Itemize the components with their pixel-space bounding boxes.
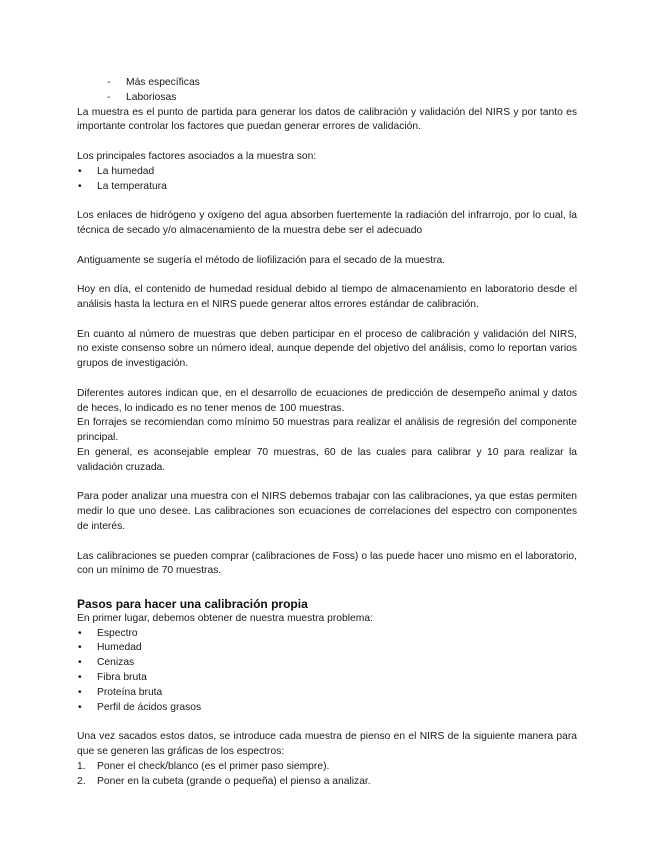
document-body: [77, 76, 577, 789]
factors-list: [77, 165, 577, 195]
paragraph-calibraciones-compra: Las calibraciones se pueden comprar (calibraciones de Foss) o las puede hacer uno mismo en el laboratorio, con un mínimo de 70 muestras.: [77, 550, 577, 577]
component-item: • Cenizas: [77, 656, 577, 671]
paragraph-muestra-punto-partida: La muestra es el punto de partida para generar los datos de calibración y validación del NIRS y por tanto es importante controlar los factores que puedan generar errores de validación.: [77, 106, 577, 133]
factor-item: • La temperatura: [77, 180, 577, 195]
dash-list: [77, 76, 577, 106]
paragraph-una-vez: Una vez sacados estos datos, se introduce cada muestra de pienso en el NIRS de la siguiente manera para que se generen las gráficas de los espectros:: [77, 731, 577, 758]
step-text: Poner en la cubeta (grande o pequeña) el pienso a analizar.: [97, 775, 371, 787]
step-number: 1.: [77, 760, 86, 772]
step-text: Poner el check/blanco (es el primer paso siempre).: [97, 760, 330, 772]
factor-item: • La humedad: [77, 165, 577, 180]
paragraph-liofilizacion: Antiguamente se sugería el método de liofilización para el secado de la muestra.: [77, 254, 446, 266]
step-number: 2.: [77, 775, 86, 787]
paragraph-numero-muestras: En cuanto al número de muestras que deben participar en el proceso de calibración y validación del NIRS, no existe consenso sobre un número ideal, aunque depende del objetivo del análisis, como lo reportan varios grupos de investigación.: [77, 328, 577, 370]
components-list: [77, 627, 577, 716]
paragraph-calibraciones-def: Para poder analizar una muestra con el NIRS debemos trabajar con las calibraciones, ya que estas permiten medir lo que uno desee. Las calibraciones son ecuaciones de correlaciones del espectro con componentes de interés.: [77, 491, 577, 532]
component-item: • Humedad: [77, 641, 577, 656]
component-item: • Fibra bruta: [77, 671, 577, 686]
paragraph-autores: Diferentes autores indican que, en el desarrollo de ecuaciones de predicción de desempeño animal y datos de heces, lo indicado es no tener menos de 100 muestras.: [77, 387, 577, 414]
step-item: [77, 775, 577, 790]
component-item: • Proteína bruta: [77, 686, 577, 701]
dash-list-item: - Más específicas: [77, 76, 577, 91]
step-item: [77, 760, 577, 775]
paragraph-forrajes: En forrajes se recomiendan como mínimo 50 muestras para realizar el análisis de regresión del componente principal.: [77, 417, 577, 444]
paragraph-primer-lugar: En primer lugar, debemos obtener de nuestra muestra problema:: [77, 612, 373, 624]
component-item: • Espectro: [77, 627, 577, 642]
section-heading: Pasos para hacer una calibración propia: [77, 596, 308, 611]
component-item: • Perfil de ácidos grasos: [77, 701, 577, 716]
paragraph-factores-intro: Los principales factores asociados a la muestra son:: [77, 150, 317, 162]
dash-list-item: - Laboriosas: [77, 91, 577, 106]
paragraph-general-70: En general, es aconsejable emplear 70 muestras, 60 de las cuales para calibrar y 10 para realizar la validación cruzada.: [77, 446, 577, 473]
paragraph-enlaces-hidrogeno: Los enlaces de hidrógeno y oxígeno del agua absorben fuertemente la radiación del infrarrojo, por lo cual, la técnica de secado y/o almacenamiento de la muestra debe ser el adecuado: [77, 210, 577, 236]
steps-list: [77, 760, 577, 790]
paragraph-humedad-residual: Hoy en día, el contenido de humedad residual debido al tiempo de almacenamiento en laboratorio desde el análisis hasta la lectura en el NIRS puede generar altos errores estándar de calibración.: [77, 284, 577, 310]
